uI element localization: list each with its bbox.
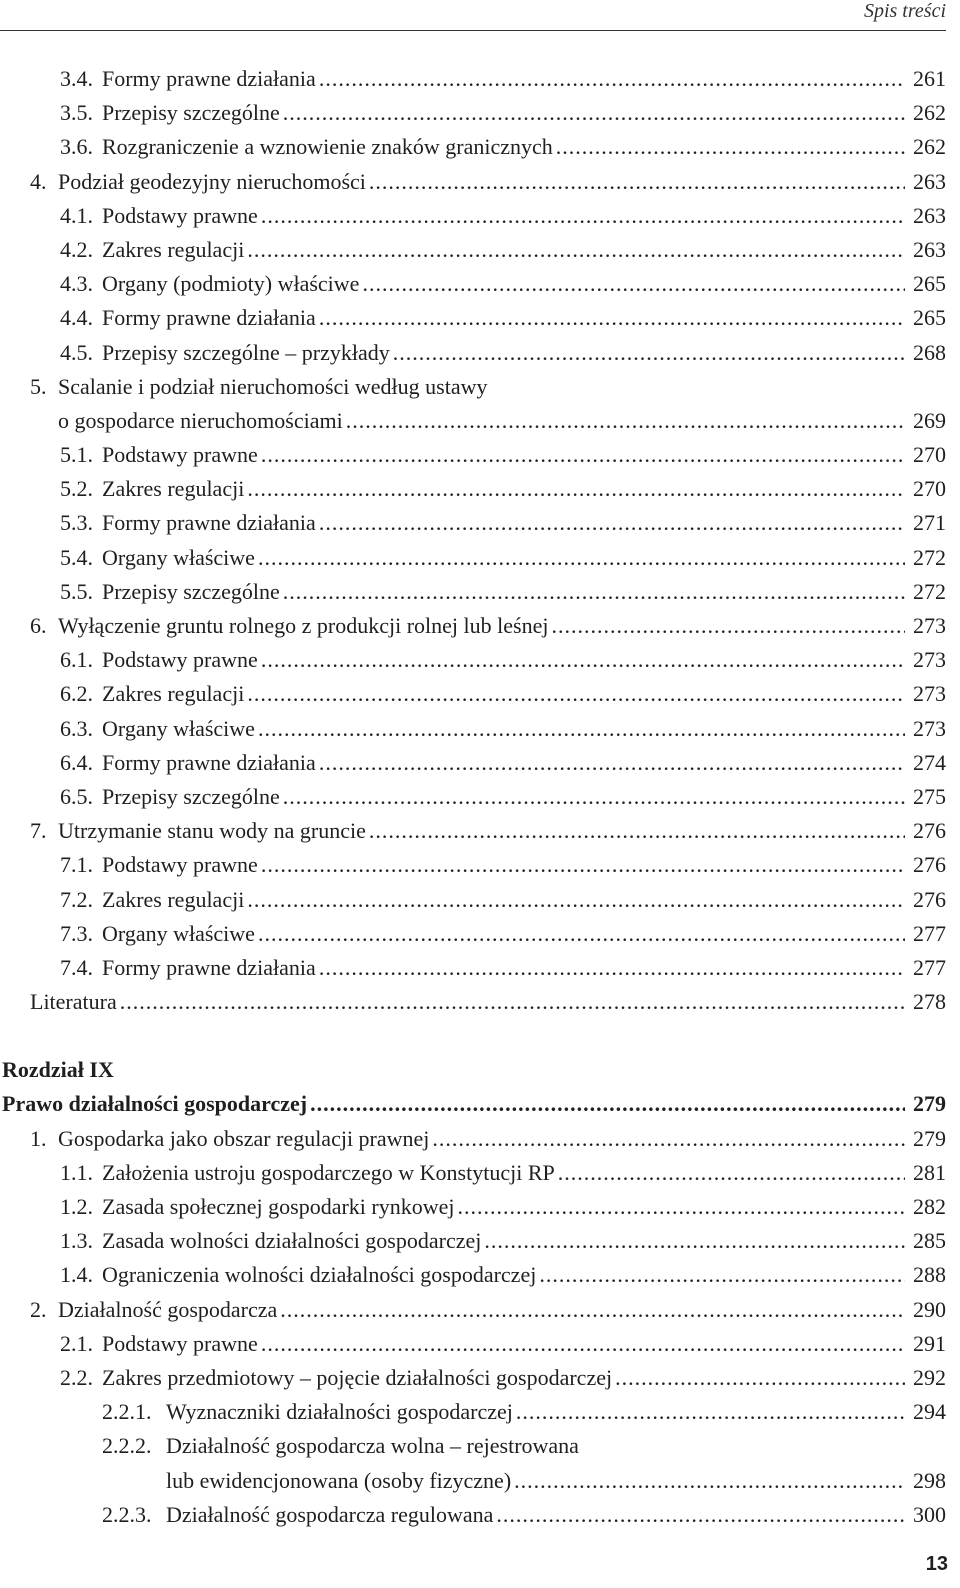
- toc-entry[interactable]: [0, 1190, 946, 1224]
- toc-entry-title: Podstawy prawne: [102, 1330, 258, 1356]
- toc-entry-title: Działalność gospodarcza regulowana: [166, 1501, 494, 1527]
- toc-entry-page: 277: [913, 920, 946, 946]
- toc-entry-number: 4.3.: [60, 271, 93, 297]
- table-of-contents: [0, 62, 946, 1532]
- toc-entry[interactable]: [0, 96, 946, 130]
- dot-leader: [247, 677, 905, 711]
- dot-leader: [258, 917, 905, 951]
- toc-entry[interactable]: [0, 712, 946, 746]
- toc-entry-title: Zakres regulacji: [102, 681, 245, 707]
- toc-entry[interactable]: [0, 1293, 946, 1327]
- toc-entry-page: 294: [913, 1399, 946, 1425]
- dot-leader: [496, 1498, 905, 1532]
- toc-entry-number: 6.4.: [60, 749, 93, 775]
- dot-leader: [458, 1190, 906, 1224]
- toc-entry-page: 271: [913, 510, 946, 536]
- toc-entry[interactable]: [0, 1258, 946, 1292]
- toc-entry-title: Przepisy szczególne: [102, 783, 280, 809]
- toc-entry-number: 2.: [30, 1296, 47, 1322]
- running-header: Spis treści: [863, 0, 946, 22]
- toc-entry-title: Prawo działalności gospodarczej: [2, 1091, 308, 1117]
- toc-entry-page: 276: [913, 852, 946, 878]
- toc-entry-title: Ograniczenia wolności działalności gospodarczej: [102, 1262, 537, 1288]
- toc-entry-page: 273: [913, 715, 946, 741]
- toc-entry-number: 4.1.: [60, 202, 93, 228]
- toc-entry-title: Zakres regulacji: [102, 236, 245, 262]
- dot-leader: [369, 814, 905, 848]
- toc-entry-title: Przepisy szczególne – przykłady: [102, 339, 390, 365]
- toc-entry-page: 300: [913, 1501, 946, 1527]
- toc-entry-number: 7.4.: [60, 954, 93, 980]
- dot-leader: [258, 541, 905, 575]
- toc-entry-page: 278: [913, 989, 946, 1015]
- toc-entry-page: 277: [913, 954, 946, 980]
- toc-entry-number: 7.2.: [60, 886, 93, 912]
- toc-entry-page: 268: [913, 339, 946, 365]
- toc-entry-title: Zakres przedmiotowy – pojęcie działalności gospodarczej: [102, 1364, 613, 1390]
- toc-entry-page: 269: [913, 407, 946, 433]
- dot-leader: [558, 1156, 905, 1190]
- toc-entry-page: 265: [913, 305, 946, 331]
- toc-entry[interactable]: [0, 1498, 946, 1532]
- toc-entry-title: o gospodarce nieruchomościami: [58, 407, 343, 433]
- dot-leader: [551, 609, 905, 643]
- toc-entry-page: 263: [913, 236, 946, 262]
- toc-entry[interactable]: [0, 165, 946, 199]
- toc-entry-number: 6.1.: [60, 647, 93, 673]
- toc-entry[interactable]: [0, 848, 946, 882]
- toc-entry-number: 5.2.: [60, 476, 93, 502]
- toc-entry-title: Przepisy szczególne: [102, 578, 280, 604]
- toc-entry-page: 261: [913, 66, 946, 91]
- toc-entry[interactable]: [0, 62, 946, 96]
- toc-entry-number: 2.2.1.: [102, 1399, 152, 1425]
- dot-leader: [247, 883, 905, 917]
- toc-entry[interactable]: [0, 1361, 946, 1395]
- toc-entry-title: Zasada wolności działalności gospodarczej: [102, 1228, 482, 1254]
- dot-leader: [319, 62, 905, 96]
- chapter-label: Rozdział IX: [2, 1057, 114, 1083]
- dot-leader: [319, 746, 905, 780]
- toc-entry-title: Zakres regulacji: [102, 476, 245, 502]
- toc-entry-number: 7.3.: [60, 920, 93, 946]
- toc-entry-page: 273: [913, 647, 946, 673]
- dot-leader: [120, 985, 905, 1019]
- toc-entry-title: Scalanie i podział nieruchomości według ustawy: [58, 373, 488, 399]
- toc-entry-title: Działalność gospodarcza wolna – rejestrowana: [166, 1433, 579, 1459]
- toc-entry-page: 298: [913, 1467, 946, 1493]
- toc-entry[interactable]: [0, 1395, 946, 1429]
- toc-entry-page: 276: [913, 886, 946, 912]
- toc-entry-title: Działalność gospodarcza: [58, 1296, 278, 1322]
- dot-leader: [258, 712, 905, 746]
- toc-entry-page: 279: [913, 1125, 946, 1151]
- toc-entry[interactable]: [0, 1224, 946, 1258]
- dot-leader: [484, 1224, 905, 1258]
- dot-leader: [261, 643, 905, 677]
- toc-entry[interactable]: [0, 951, 946, 985]
- toc-entry-number: 1.3.: [60, 1228, 93, 1254]
- dot-leader: [283, 96, 905, 130]
- toc-entry-number: 4.: [30, 168, 47, 194]
- dot-leader: [319, 506, 905, 540]
- dot-leader: [261, 438, 905, 472]
- toc-entry-page: 285: [913, 1228, 946, 1254]
- toc-entry-title: Wyłączenie gruntu rolnego z produkcji rolnej lub leśnej: [58, 613, 549, 638]
- dot-leader: [556, 130, 905, 164]
- toc-entry-page: 291: [913, 1330, 946, 1356]
- toc-entry-number: 2.1.: [60, 1330, 93, 1356]
- toc-entry-number: 2.2.: [60, 1364, 93, 1390]
- toc-entry[interactable]: [0, 404, 946, 438]
- toc-entry-number: 5.3.: [60, 510, 93, 536]
- toc-entry[interactable]: [0, 575, 946, 609]
- dot-leader: [362, 267, 905, 301]
- toc-entry[interactable]: [0, 1464, 946, 1498]
- toc-entry[interactable]: [0, 643, 946, 677]
- dot-leader: [310, 1087, 905, 1121]
- toc-entry-number: 7.1.: [60, 852, 93, 878]
- toc-entry-title: Podstawy prawne: [102, 442, 258, 468]
- toc-entry-number: 1.4.: [60, 1262, 93, 1288]
- toc-entry-page: 273: [913, 681, 946, 707]
- toc-entry-title: Organy (podmioty) właściwe: [102, 271, 360, 297]
- toc-entry[interactable]: [0, 541, 946, 575]
- toc-entry-title: Literatura: [30, 989, 117, 1015]
- toc-entry-title: Podstawy prawne: [102, 647, 258, 673]
- toc-entry-title: Zakres regulacji: [102, 886, 245, 912]
- toc-entry-page: 275: [913, 783, 946, 809]
- toc-entry[interactable]: [0, 199, 946, 233]
- toc-entry-title: Formy prawne działania: [102, 305, 316, 331]
- dot-leader: [369, 165, 905, 199]
- toc-entry-title: Podstawy prawne: [102, 202, 258, 228]
- dot-leader: [432, 1122, 905, 1156]
- toc-entry-number: 1.2.: [60, 1194, 93, 1219]
- toc-entry-page: 270: [913, 442, 946, 468]
- toc-entry[interactable]: [0, 780, 946, 814]
- toc-entry-title: Rozgraniczenie a wznowienie znaków granicznych: [102, 134, 553, 160]
- toc-entry-number: 6.3.: [60, 715, 93, 741]
- toc-entry-page: 262: [913, 134, 946, 160]
- toc-entry-number: 3.4.: [60, 66, 93, 91]
- toc-entry[interactable]: [0, 336, 946, 370]
- toc-entry[interactable]: [0, 883, 946, 917]
- toc-entry[interactable]: [0, 233, 946, 267]
- dot-leader: [261, 1327, 905, 1361]
- dot-leader: [247, 472, 905, 506]
- toc-entry-title: Wyznaczniki działalności gospodarczej: [166, 1399, 513, 1425]
- toc-entry-title: Organy właściwe: [102, 544, 255, 570]
- toc-entry-number: 3.6.: [60, 134, 93, 160]
- dot-leader: [261, 848, 905, 882]
- toc-entry-number: 5.5.: [60, 578, 93, 604]
- toc-entry-title: Utrzymanie stanu wody na gruncie: [58, 818, 366, 844]
- dot-leader: [516, 1395, 905, 1429]
- toc-entry-number: 4.4.: [60, 305, 93, 331]
- toc-entry[interactable]: [0, 1122, 946, 1156]
- toc-entry-page: 276: [913, 818, 946, 844]
- dot-leader: [393, 336, 905, 370]
- toc-entry-page: 281: [913, 1159, 946, 1185]
- header-rule: [0, 30, 946, 31]
- toc-entry[interactable]: [0, 370, 946, 404]
- toc-entry-title: Formy prawne działania: [102, 66, 316, 91]
- dot-leader: [283, 575, 905, 609]
- toc-entry-page: 262: [913, 100, 946, 126]
- dot-leader: [539, 1258, 905, 1292]
- dot-leader: [319, 301, 905, 335]
- toc-entry[interactable]: [0, 985, 946, 1019]
- dot-leader: [261, 199, 905, 233]
- dot-leader: [247, 233, 905, 267]
- toc-entry-number: 2.2.3.: [102, 1501, 152, 1527]
- toc-entry-title: Przepisy szczególne: [102, 100, 280, 126]
- toc-entry[interactable]: [0, 677, 946, 711]
- toc-entry-title: lub ewidencjonowana (osoby fizyczne): [166, 1467, 512, 1493]
- toc-entry[interactable]: [0, 506, 946, 540]
- dot-leader: [283, 780, 905, 814]
- toc-entry[interactable]: [0, 1429, 946, 1463]
- toc-entry-title: Zasada społecznej gospodarki rynkowej: [102, 1194, 455, 1219]
- page-number: 13: [925, 1553, 948, 1575]
- toc-entry[interactable]: [0, 1327, 946, 1361]
- toc-entry-page: 282: [913, 1194, 946, 1219]
- toc-entry[interactable]: [0, 438, 946, 472]
- toc-entry-number: 5.: [30, 373, 47, 399]
- dot-leader: [346, 404, 905, 438]
- toc-entry-page: 263: [913, 202, 946, 228]
- toc-entry-title: Podstawy prawne: [102, 852, 258, 878]
- toc-entry-page: 273: [913, 613, 946, 638]
- toc-entry[interactable]: [0, 130, 946, 164]
- toc-entry-number: 1.1.: [60, 1159, 93, 1185]
- toc-entry-title: Założenia ustroju gospodarczego w Konstytucji RP: [102, 1159, 555, 1185]
- toc-entry-title: Formy prawne działania: [102, 954, 316, 980]
- toc-entry-title: Organy właściwe: [102, 715, 255, 741]
- toc-entry-title: Formy prawne działania: [102, 510, 316, 536]
- toc-entry-title: Gospodarka jako obszar regulacji prawnej: [58, 1125, 430, 1151]
- toc-entry-title: Formy prawne działania: [102, 749, 316, 775]
- toc-entry-number: 4.2.: [60, 236, 93, 262]
- toc-entry-number: 4.5.: [60, 339, 93, 365]
- toc-entry[interactable]: [0, 917, 946, 951]
- toc-entry-number: 2.2.2.: [102, 1433, 152, 1459]
- toc-entry-number: 7.: [30, 818, 47, 844]
- dot-leader: [280, 1293, 905, 1327]
- toc-entry-page: 272: [913, 544, 946, 570]
- toc-entry-page: 288: [913, 1262, 946, 1288]
- toc-entry[interactable]: [0, 1156, 946, 1190]
- toc-entry-number: 5.4.: [60, 544, 93, 570]
- toc-entry-page: 270: [913, 476, 946, 502]
- dot-leader: [514, 1464, 905, 1498]
- toc-entry[interactable]: [0, 267, 946, 301]
- dot-leader: [615, 1361, 905, 1395]
- toc-entry[interactable]: [0, 609, 946, 643]
- toc-entry-number: 3.5.: [60, 100, 93, 126]
- toc-entry-page: 274: [913, 749, 946, 775]
- toc-entry-number: 6.5.: [60, 783, 93, 809]
- toc-entry-number: 5.1.: [60, 442, 93, 468]
- chapter-title-entry[interactable]: [0, 1087, 946, 1121]
- toc-entry[interactable]: [0, 814, 946, 848]
- toc-entry[interactable]: [0, 301, 946, 335]
- toc-entry-page: 263: [913, 168, 946, 194]
- toc-entry-number: 6.2.: [60, 681, 93, 707]
- toc-entry-page: 272: [913, 578, 946, 604]
- toc-entry-page: 290: [913, 1296, 946, 1322]
- toc-entry-page: 265: [913, 271, 946, 297]
- toc-entry[interactable]: [0, 472, 946, 506]
- section-gap: [0, 1019, 946, 1053]
- toc-entry-number: 6.: [30, 613, 47, 638]
- toc-entry-page: 292: [913, 1364, 946, 1390]
- dot-leader: [319, 951, 905, 985]
- toc-entry-title: Organy właściwe: [102, 920, 255, 946]
- toc-entry-number: 1.: [30, 1125, 47, 1151]
- toc-entry-page: 279: [913, 1091, 946, 1117]
- toc-entry[interactable]: [0, 746, 946, 780]
- toc-entry-title: Podział geodezyjny nieruchomości: [58, 168, 366, 194]
